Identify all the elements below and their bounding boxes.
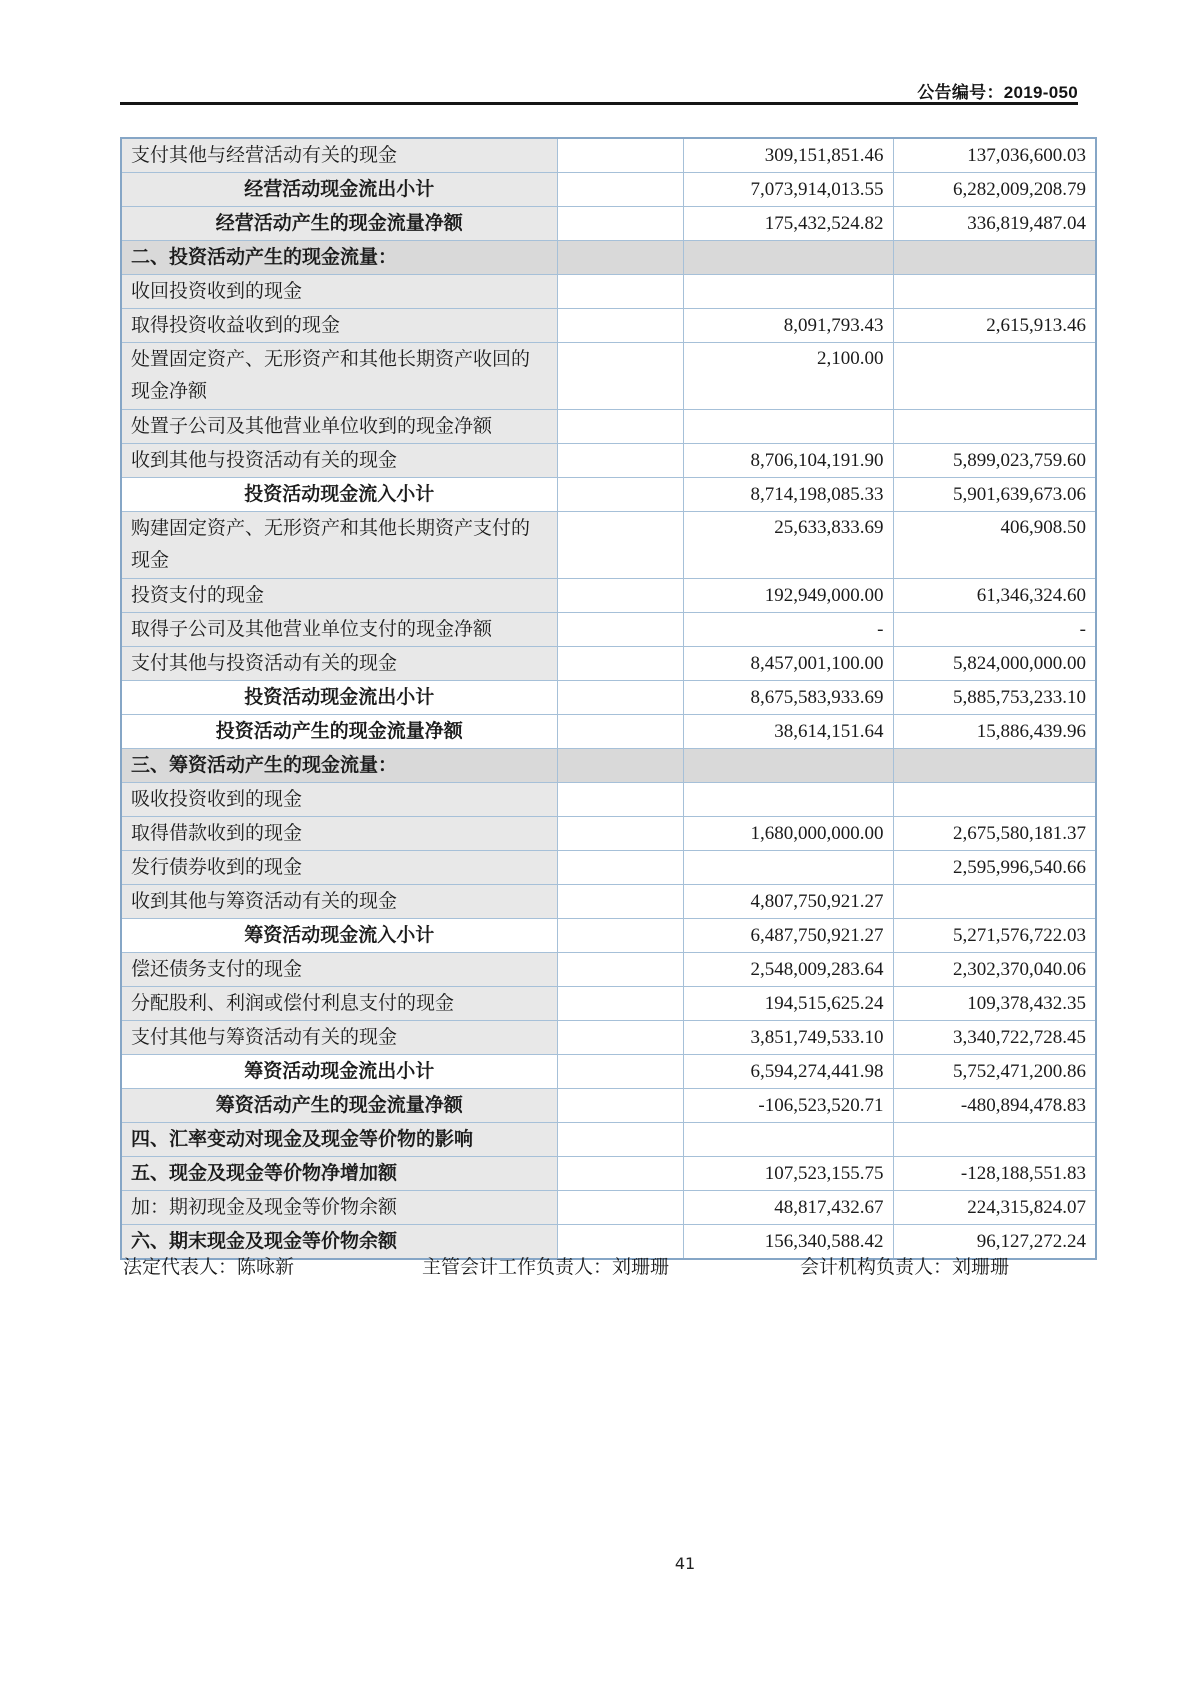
table-row xyxy=(121,749,1096,783)
item-label-cell: 投资支付的现金 xyxy=(121,579,557,613)
notes-cell xyxy=(557,1123,683,1157)
notes-cell xyxy=(557,478,683,512)
item-label-cell: 经营活动产生的现金流量净额 xyxy=(121,207,557,241)
table-row xyxy=(121,1055,1096,1089)
table-row xyxy=(121,410,1096,444)
item-label-cell: 处置固定资产、无形资产和其他长期资产收回的现金净额 xyxy=(121,343,557,410)
current-period-value: 8,675,583,933.69 xyxy=(683,681,893,715)
current-period-value: - xyxy=(683,613,893,647)
prior-period-value: - xyxy=(893,613,1096,647)
notes-cell xyxy=(557,309,683,343)
table-row xyxy=(121,851,1096,885)
notes-cell xyxy=(557,241,683,275)
table-row xyxy=(121,715,1096,749)
table-row xyxy=(121,1089,1096,1123)
item-label-cell: 六、期末现金及现金等价物余额 xyxy=(121,1225,557,1260)
item-label-cell: 支付其他与筹资活动有关的现金 xyxy=(121,1021,557,1055)
table-row xyxy=(121,1157,1096,1191)
item-label-cell: 投资活动产生的现金流量净额 xyxy=(121,715,557,749)
prior-period-value xyxy=(893,783,1096,817)
notes-cell xyxy=(557,512,683,579)
current-period-value xyxy=(683,749,893,783)
chief-of-accounting-work-signature: 主管会计工作负责人：刘珊珊 xyxy=(422,1257,670,1278)
current-period-value: 8,091,793.43 xyxy=(683,309,893,343)
prior-period-value: 5,899,023,759.60 xyxy=(893,444,1096,478)
notes-cell xyxy=(557,851,683,885)
current-period-value: 38,614,151.64 xyxy=(683,715,893,749)
item-label-cell: 四、汇率变动对现金及现金等价物的影响 xyxy=(121,1123,557,1157)
table-row xyxy=(121,138,1096,173)
prior-period-value xyxy=(893,749,1096,783)
notes-cell xyxy=(557,410,683,444)
notes-cell xyxy=(557,1055,683,1089)
current-period-value xyxy=(683,851,893,885)
current-period-value: 6,487,750,921.27 xyxy=(683,919,893,953)
cash-flow-table-body xyxy=(121,138,1096,1259)
table-row xyxy=(121,681,1096,715)
table-row xyxy=(121,309,1096,343)
notes-cell xyxy=(557,343,683,410)
item-label-cell: 二、投资活动产生的现金流量： xyxy=(121,241,557,275)
item-label-cell: 支付其他与投资活动有关的现金 xyxy=(121,647,557,681)
table-row xyxy=(121,579,1096,613)
item-label-cell: 筹资活动产生的现金流量净额 xyxy=(121,1089,557,1123)
notes-cell xyxy=(557,1021,683,1055)
current-period-value: 6,594,274,441.98 xyxy=(683,1055,893,1089)
prior-period-value: 6,282,009,208.79 xyxy=(893,173,1096,207)
table-row xyxy=(121,783,1096,817)
legal-representative-signature: 法定代表人：陈咏新 xyxy=(123,1257,295,1278)
table-row xyxy=(121,343,1096,410)
table-row xyxy=(121,613,1096,647)
current-period-value: 7,073,914,013.55 xyxy=(683,173,893,207)
current-period-value: 156,340,588.42 xyxy=(683,1225,893,1260)
item-label-cell: 五、现金及现金等价物净增加额 xyxy=(121,1157,557,1191)
prior-period-value: 3,340,722,728.45 xyxy=(893,1021,1096,1055)
prior-period-value: -480,894,478.83 xyxy=(893,1089,1096,1123)
item-label-cell: 收到其他与投资活动有关的现金 xyxy=(121,444,557,478)
prior-period-value: 5,752,471,200.86 xyxy=(893,1055,1096,1089)
prior-period-value xyxy=(893,410,1096,444)
notes-cell xyxy=(557,1191,683,1225)
table-row xyxy=(121,478,1096,512)
signature-line xyxy=(120,1252,1078,1282)
current-period-value xyxy=(683,275,893,309)
prior-period-value: 5,271,576,722.03 xyxy=(893,919,1096,953)
prior-period-value: 2,615,913.46 xyxy=(893,309,1096,343)
item-label-cell: 取得借款收到的现金 xyxy=(121,817,557,851)
current-period-value: 175,432,524.82 xyxy=(683,207,893,241)
current-period-value: 25,633,833.69 xyxy=(683,512,893,579)
item-label-cell: 偿还债务支付的现金 xyxy=(121,953,557,987)
prior-period-value xyxy=(893,241,1096,275)
notes-cell xyxy=(557,138,683,173)
prior-period-value: 109,378,432.35 xyxy=(893,987,1096,1021)
prior-period-value xyxy=(893,885,1096,919)
table-row xyxy=(121,953,1096,987)
prior-period-value: 2,302,370,040.06 xyxy=(893,953,1096,987)
notes-cell xyxy=(557,817,683,851)
current-period-value: 4,807,750,921.27 xyxy=(683,885,893,919)
table-row xyxy=(121,1191,1096,1225)
prior-period-value: 5,901,639,673.06 xyxy=(893,478,1096,512)
notes-cell xyxy=(557,919,683,953)
item-label-cell: 收到其他与筹资活动有关的现金 xyxy=(121,885,557,919)
item-label-cell: 收回投资收到的现金 xyxy=(121,275,557,309)
table-row xyxy=(121,817,1096,851)
item-label-cell: 购建固定资产、无形资产和其他长期资产支付的现金 xyxy=(121,512,557,579)
prior-period-value: 224,315,824.07 xyxy=(893,1191,1096,1225)
prior-period-value xyxy=(893,275,1096,309)
item-label-cell: 取得子公司及其他营业单位支付的现金净额 xyxy=(121,613,557,647)
item-label-cell: 经营活动现金流出小计 xyxy=(121,173,557,207)
current-period-value xyxy=(683,783,893,817)
announcement-number: 公告编号：2019-050 xyxy=(917,83,1078,102)
notes-cell xyxy=(557,173,683,207)
notes-cell xyxy=(557,647,683,681)
table-row xyxy=(121,207,1096,241)
table-row xyxy=(121,275,1096,309)
item-label-cell: 发行债券收到的现金 xyxy=(121,851,557,885)
notes-cell xyxy=(557,987,683,1021)
current-period-value: 107,523,155.75 xyxy=(683,1157,893,1191)
current-period-value: 1,680,000,000.00 xyxy=(683,817,893,851)
table-row xyxy=(121,885,1096,919)
current-period-value: 192,949,000.00 xyxy=(683,579,893,613)
current-period-value: 2,100.00 xyxy=(683,343,893,410)
table-row xyxy=(121,241,1096,275)
prior-period-value: 137,036,600.03 xyxy=(893,138,1096,173)
item-label-cell: 加：期初现金及现金等价物余额 xyxy=(121,1191,557,1225)
current-period-value: 8,457,001,100.00 xyxy=(683,647,893,681)
current-period-value xyxy=(683,241,893,275)
item-label-cell: 吸收投资收到的现金 xyxy=(121,783,557,817)
item-label-cell: 支付其他与经营活动有关的现金 xyxy=(121,138,557,173)
notes-cell xyxy=(557,1089,683,1123)
prior-period-value: 2,675,580,181.37 xyxy=(893,817,1096,851)
current-period-value xyxy=(683,410,893,444)
prior-period-value: 2,595,996,540.66 xyxy=(893,851,1096,885)
current-period-value: -106,523,520.71 xyxy=(683,1089,893,1123)
page-number: 41 xyxy=(674,1554,696,1573)
prior-period-value: 5,824,000,000.00 xyxy=(893,647,1096,681)
notes-cell xyxy=(557,275,683,309)
table-row xyxy=(121,512,1096,579)
prior-period-value xyxy=(893,343,1096,410)
notes-cell xyxy=(557,885,683,919)
notes-cell xyxy=(557,207,683,241)
notes-cell xyxy=(557,1157,683,1191)
notes-cell xyxy=(557,749,683,783)
table-row xyxy=(121,647,1096,681)
current-period-value xyxy=(683,1123,893,1157)
current-period-value: 194,515,625.24 xyxy=(683,987,893,1021)
item-label-cell: 投资活动现金流出小计 xyxy=(121,681,557,715)
item-label-cell: 三、筹资活动产生的现金流量： xyxy=(121,749,557,783)
table-row xyxy=(121,444,1096,478)
notes-cell xyxy=(557,783,683,817)
prior-period-value: 336,819,487.04 xyxy=(893,207,1096,241)
item-label-cell: 筹资活动现金流入小计 xyxy=(121,919,557,953)
current-period-value: 48,817,432.67 xyxy=(683,1191,893,1225)
notes-cell xyxy=(557,715,683,749)
cash-flow-table xyxy=(120,137,1097,1260)
notes-cell xyxy=(557,444,683,478)
notes-cell xyxy=(557,681,683,715)
current-period-value: 309,151,851.46 xyxy=(683,138,893,173)
table-row xyxy=(121,919,1096,953)
prior-period-value xyxy=(893,1123,1096,1157)
prior-period-value: 96,127,272.24 xyxy=(893,1225,1096,1260)
prior-period-value: 15,886,439.96 xyxy=(893,715,1096,749)
prior-period-value: -128,188,551.83 xyxy=(893,1157,1096,1191)
current-period-value: 8,714,198,085.33 xyxy=(683,478,893,512)
item-label-cell: 筹资活动现金流出小计 xyxy=(121,1055,557,1089)
notes-cell xyxy=(557,613,683,647)
item-label-cell: 取得投资收益收到的现金 xyxy=(121,309,557,343)
item-label-cell: 分配股利、利润或偿付利息支付的现金 xyxy=(121,987,557,1021)
table-row xyxy=(121,987,1096,1021)
notes-cell xyxy=(557,953,683,987)
prior-period-value: 406,908.50 xyxy=(893,512,1096,579)
notes-cell xyxy=(557,579,683,613)
item-label-cell: 投资活动现金流入小计 xyxy=(121,478,557,512)
table-row xyxy=(121,1021,1096,1055)
prior-period-value: 5,885,753,233.10 xyxy=(893,681,1096,715)
item-label-cell: 处置子公司及其他营业单位收到的现金净额 xyxy=(121,410,557,444)
prior-period-value: 61,346,324.60 xyxy=(893,579,1096,613)
current-period-value: 2,548,009,283.64 xyxy=(683,953,893,987)
table-row xyxy=(121,1123,1096,1157)
current-period-value: 8,706,104,191.90 xyxy=(683,444,893,478)
header-rule xyxy=(120,102,1078,105)
table-row xyxy=(121,173,1096,207)
head-of-accounting-department-signature: 会计机构负责人：刘珊珊 xyxy=(800,1257,1010,1278)
current-period-value: 3,851,749,533.10 xyxy=(683,1021,893,1055)
